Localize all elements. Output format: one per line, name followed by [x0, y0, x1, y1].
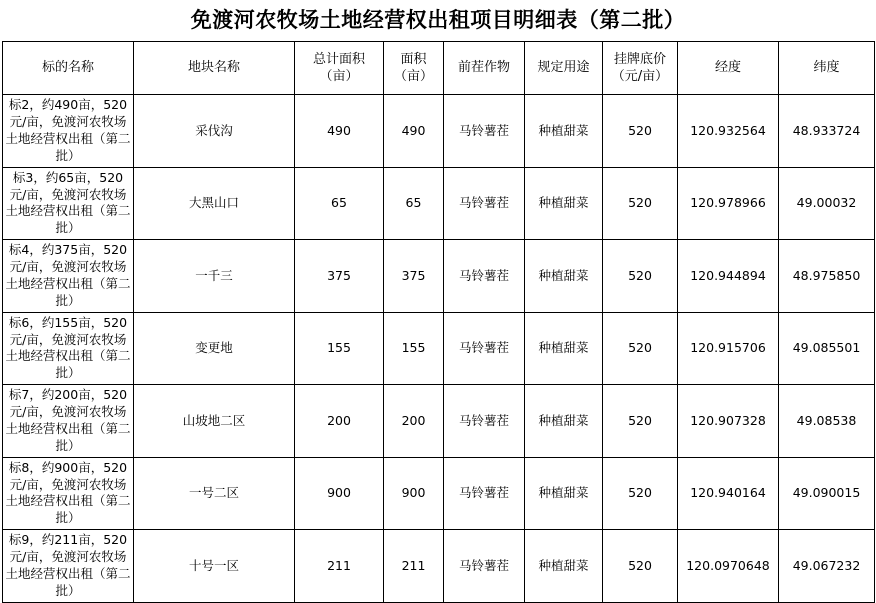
cell-area: 490 — [384, 95, 444, 168]
cell-area: 900 — [384, 457, 444, 530]
table-row — [3, 95, 875, 168]
cell-area: 65 — [384, 167, 444, 240]
cell-subject: 标8，约900亩，520元/亩，免渡河农牧场土地经营权出租（第二批） — [3, 457, 134, 530]
cell-previous-crop: 马铃薯茬 — [444, 95, 525, 168]
cell-area: 375 — [384, 240, 444, 313]
cell-subject: 标2，约490亩，520元/亩，免渡河农牧场土地经营权出租（第二批） — [3, 95, 134, 168]
table-row — [3, 240, 875, 313]
page-title: 免渡河农牧场土地经营权出租项目明细表（第二批） — [190, 7, 686, 32]
cell-plot: 一千三 — [134, 240, 295, 313]
cell-previous-crop: 马铃薯茬 — [444, 457, 525, 530]
cell-longitude: 120.944894 — [678, 240, 779, 313]
cell-total-area: 375 — [295, 240, 384, 313]
table-row — [3, 530, 875, 603]
cell-latitude: 49.00032 — [779, 167, 875, 240]
cell-usage: 种植甜菜 — [525, 95, 603, 168]
cell-total-area: 211 — [295, 530, 384, 603]
cell-usage: 种植甜菜 — [525, 530, 603, 603]
table-header-row — [3, 42, 875, 95]
column-header-total-area: 总计面积（亩） — [295, 42, 384, 95]
cell-previous-crop: 马铃薯茬 — [444, 530, 525, 603]
cell-subject: 标6，约155亩，520元/亩，免渡河农牧场土地经营权出租（第二批） — [3, 312, 134, 385]
cell-latitude: 49.067232 — [779, 530, 875, 603]
cell-longitude: 120.915706 — [678, 312, 779, 385]
cell-previous-crop: 马铃薯茬 — [444, 312, 525, 385]
cell-longitude: 120.932564 — [678, 95, 779, 168]
table-row — [3, 167, 875, 240]
cell-total-area: 155 — [295, 312, 384, 385]
table-row — [3, 312, 875, 385]
column-header-plot: 地块名称 — [134, 42, 295, 95]
column-header-usage: 规定用途 — [525, 42, 603, 95]
cell-latitude: 49.090015 — [779, 457, 875, 530]
cell-usage: 种植甜菜 — [525, 312, 603, 385]
cell-previous-crop: 马铃薯茬 — [444, 385, 525, 458]
cell-base-price: 520 — [603, 95, 678, 168]
cell-base-price: 520 — [603, 457, 678, 530]
cell-plot: 采伐沟 — [134, 95, 295, 168]
cell-plot: 变更地 — [134, 312, 295, 385]
cell-area: 211 — [384, 530, 444, 603]
cell-plot: 大黑山口 — [134, 167, 295, 240]
cell-latitude: 48.975850 — [779, 240, 875, 313]
cell-longitude: 120.978966 — [678, 167, 779, 240]
cell-base-price: 520 — [603, 167, 678, 240]
table-row — [3, 457, 875, 530]
cell-subject: 标4，约375亩，520元/亩，免渡河农牧场土地经营权出租（第二批） — [3, 240, 134, 313]
column-header-area: 面积（亩） — [384, 42, 444, 95]
cell-subject: 标3，约65亩，520元/亩，免渡河农牧场土地经营权出租（第二批） — [3, 167, 134, 240]
cell-subject: 标9，约211亩，520元/亩，免渡河农牧场土地经营权出租（第二批） — [3, 530, 134, 603]
cell-latitude: 49.085501 — [779, 312, 875, 385]
cell-total-area: 900 — [295, 457, 384, 530]
cell-subject: 标7，约200亩，520元/亩，免渡河农牧场土地经营权出租（第二批） — [3, 385, 134, 458]
cell-total-area: 65 — [295, 167, 384, 240]
cell-total-area: 490 — [295, 95, 384, 168]
cell-total-area: 200 — [295, 385, 384, 458]
column-header-latitude: 纬度 — [779, 42, 875, 95]
cell-usage: 种植甜菜 — [525, 240, 603, 313]
cell-longitude: 120.907328 — [678, 385, 779, 458]
cell-usage: 种植甜菜 — [525, 385, 603, 458]
land-lease-detail-table — [2, 41, 875, 603]
cell-previous-crop: 马铃薯茬 — [444, 240, 525, 313]
cell-base-price: 520 — [603, 240, 678, 313]
cell-latitude: 49.08538 — [779, 385, 875, 458]
cell-longitude: 120.940164 — [678, 457, 779, 530]
table-row — [3, 385, 875, 458]
cell-area: 155 — [384, 312, 444, 385]
cell-base-price: 520 — [603, 385, 678, 458]
cell-longitude: 120.0970648 — [678, 530, 779, 603]
column-header-subject: 标的名称 — [3, 42, 134, 95]
cell-base-price: 520 — [603, 530, 678, 603]
cell-plot: 十号一区 — [134, 530, 295, 603]
cell-latitude: 48.933724 — [779, 95, 875, 168]
cell-base-price: 520 — [603, 312, 678, 385]
column-header-base-price: 挂牌底价（元/亩） — [603, 42, 678, 95]
cell-area: 200 — [384, 385, 444, 458]
cell-previous-crop: 马铃薯茬 — [444, 167, 525, 240]
cell-plot: 一号二区 — [134, 457, 295, 530]
column-header-longitude: 经度 — [678, 42, 779, 95]
cell-plot: 山坡地二区 — [134, 385, 295, 458]
cell-usage: 种植甜菜 — [525, 457, 603, 530]
cell-usage: 种植甜菜 — [525, 167, 603, 240]
column-header-previous-crop: 前茬作物 — [444, 42, 525, 95]
